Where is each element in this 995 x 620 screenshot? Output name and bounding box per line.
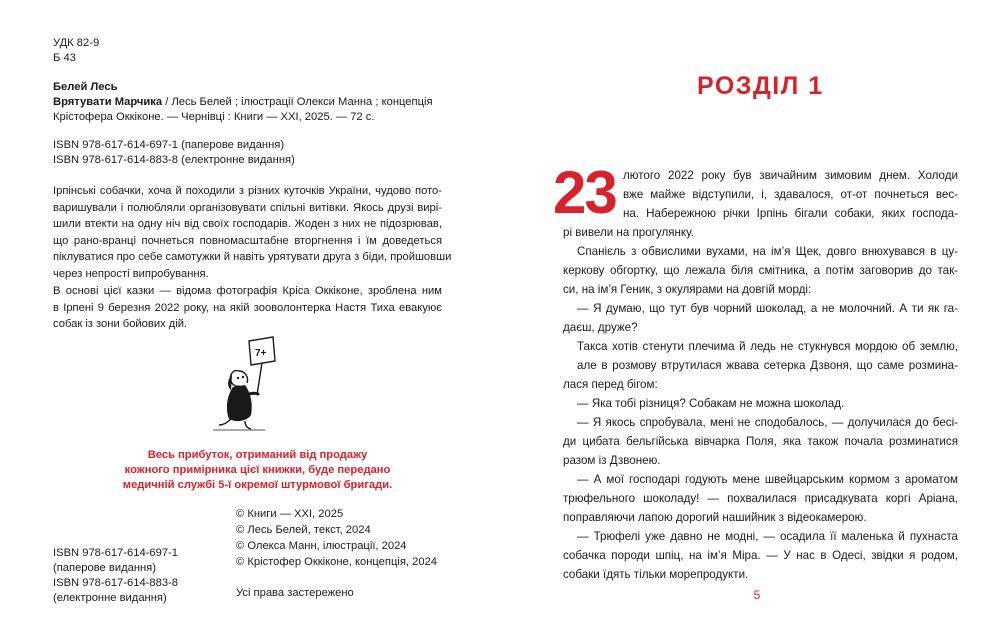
story-text	[563, 223, 958, 584]
page-number: 5	[753, 588, 761, 602]
opening-line: лютого 2022 року був звичайним зимовим днем. Холоди	[623, 169, 958, 182]
dog-body	[227, 385, 252, 421]
isbn-paper-bottom: ISBN 978-617-614-697-1	[53, 547, 179, 559]
story-line: — Яка тобі різниця? Собакам не можна шоколад.	[577, 397, 845, 410]
story-line: керкову обгортку, що лежала біля смітника, а потім заговорив до так-	[563, 264, 958, 277]
story-line: Спанієль з обвислими вухами, на ім’я Щек, довго внюхувався в цу-	[577, 245, 958, 258]
annotation-line: що рано-вранці почнеться повномасштабне вторгнення і їм доведеться	[53, 234, 442, 247]
isbn-paper-note: (паперове видання)	[53, 562, 156, 574]
story-line: разом із Дзвонею.	[563, 454, 661, 467]
story-line: — Я якось спробувала, мені не сподобалось, — долучилася до бесі-	[577, 416, 958, 429]
opening-line: вже майже відступили, і, здавалося, от-от почнеться вес-	[623, 188, 958, 201]
annotation-line: шили втекти на одну ніч від своїх господарів. Жоден з них не підозрював,	[53, 218, 442, 231]
basis-line: В основі цієї казки — відома фотографія Кріса Оккіконе, зроблена ним	[53, 285, 442, 297]
story-line: Такса хотів стенути плечима й ледь не стукнувся мордою об землю,	[577, 340, 958, 353]
copyright-concept: © Крістофер Оккіконе, концепція, 2024	[236, 556, 438, 568]
udk-code: УДК 82-9	[53, 37, 100, 49]
age-sign-text: 7+	[255, 348, 267, 359]
donation-line-1: Весь прибуток, отриманий від продажу	[147, 449, 368, 461]
story-line: — Трюфелі уже давно не модні, — осадила її маленька й пухнаста	[577, 530, 958, 543]
isbn-electronic-top: ISBN 978-617-614-883-8 (електронне видання)	[53, 154, 295, 166]
story-line: си, на ім’я Геник, з окулярами на довгій морді:	[563, 283, 812, 296]
bbk-code: Б 43	[53, 52, 76, 64]
basis-line: в Ірпені 9 березня 2022 року, на якій зооволонтерка Настя Тиха евакуює	[53, 301, 442, 314]
story-line: але в розмову втрутилася жвава сетерка Дзвоня, що саме розмина-	[577, 359, 958, 372]
sign-stick	[257, 363, 262, 395]
donation-line-2: кожного примірника цієї книжки, буде передано	[124, 464, 391, 476]
basis-line: собак із зони бойових дій.	[53, 318, 188, 331]
story-line: трюфельного шоколаду! — похвалилася присадкувата коргі Аріана,	[563, 492, 958, 505]
basis-paragraph	[53, 283, 442, 333]
story-line: — А мої господарі годують мене швейцарським кормом з ароматом	[577, 473, 958, 486]
isbn-paper-top: ISBN 978-617-614-697-1 (паперове видання)	[53, 139, 285, 151]
right-page	[497, 0, 995, 620]
annotation-line: через непрості випробування.	[53, 267, 209, 280]
dog-ear	[228, 375, 232, 390]
biblio-line2: Крістофера Оккіконе. — Чернівці : Книги — XXI, 2025. — 72 с.	[53, 111, 375, 123]
donation-line-3: медичній службі 5-ї окремої штурмової бригади.	[122, 479, 393, 491]
annotation-paragraph	[53, 183, 452, 283]
drop-cap-number: 23	[553, 159, 616, 226]
opening-paragraph	[623, 166, 958, 223]
biblio-rest: / Лесь Белей ; ілюстрації Олекси Манна ; концепція	[162, 96, 433, 108]
annotation-line: варишували і полюбляли організовувати спільні витівки. Якось друзі вирі-	[53, 201, 442, 214]
isbn-electronic-note: (електронне видання)	[53, 592, 167, 604]
copyright-illustrator: © Олекса Манн, ілюстрації, 2024	[236, 540, 407, 552]
book-title: Врятувати Марчика	[53, 96, 163, 108]
story-line: поправляючи лапою дорогий нашийник з відеокамерою.	[563, 511, 867, 524]
story-line: собаки їдять тільки морепродукти.	[563, 568, 749, 581]
annotation-line: Ірпінські собачки, хоча й походили з різних куточків України, чудово пото-	[53, 185, 442, 197]
story-line: рі вивели на прогулянку.	[563, 226, 694, 239]
opening-line: на. Набережною річки Ірпінь бігали собаки, яких господа-	[623, 207, 958, 220]
biblio-line1	[53, 95, 433, 110]
left-page	[0, 0, 497, 620]
dog-with-sign-illustration	[205, 333, 285, 433]
copyright-author: © Лесь Белей, текст, 2024	[236, 524, 371, 536]
author-name: Белей Лесь	[53, 81, 118, 93]
story-line: лася перед бігом:	[563, 378, 658, 391]
copyright-publisher: © Книги — XXI, 2025	[236, 508, 344, 520]
story-line: ди цибата бельгійська вівчарка Поля, яка також почала розминатися	[563, 435, 958, 448]
chapter-heading: РОЗДІЛ 1	[697, 72, 824, 100]
rights-reserved: Усі права застережено	[236, 587, 354, 599]
isbn-electronic-bottom: ISBN 978-617-614-883-8	[53, 577, 179, 589]
story-line: собачка породи шпіц, на ім’я Міра. — У нас в Одесі, звідки я родом,	[563, 549, 958, 562]
story-line: даєш, друже?	[563, 321, 638, 334]
annotation-line: піклуватися про себе самотужки й навіть урятувати друга з біди, пройшовши	[53, 251, 452, 264]
story-line: — Я думаю, що тут був чорний шоколад, а не молочний. А ти як га-	[577, 302, 958, 315]
